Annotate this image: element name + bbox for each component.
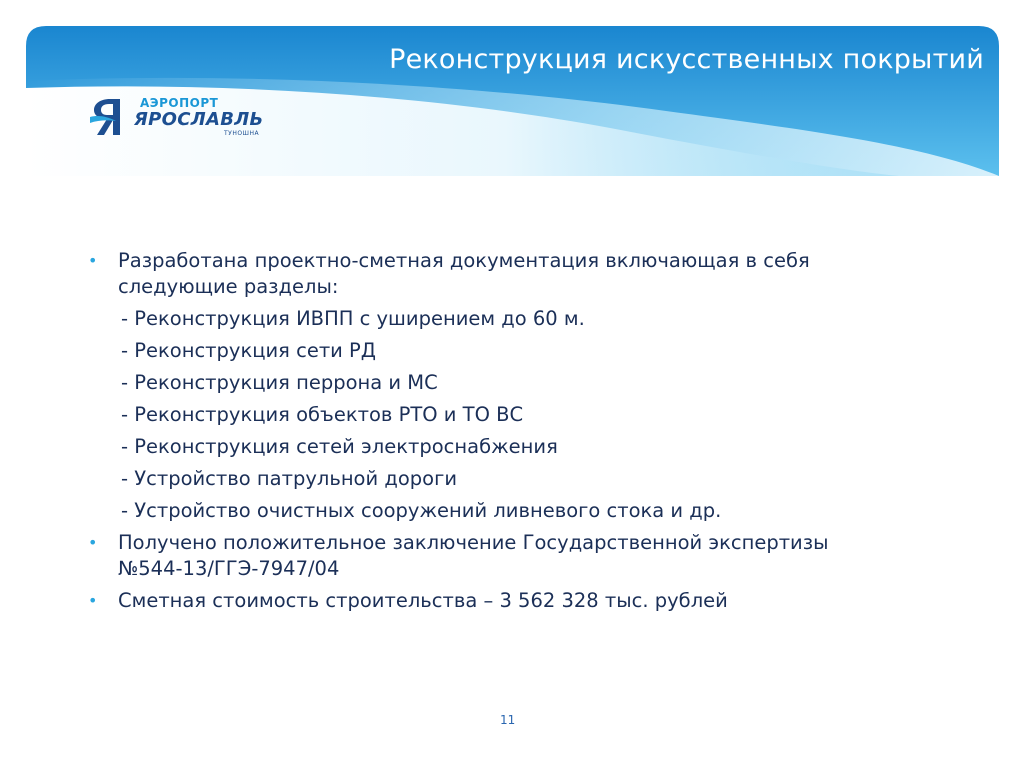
stylized-ya-letter-icon [88,95,132,139]
bullet-dot: • [88,591,98,610]
sub-item: - Реконструкция перрона и МС [121,371,438,394]
logo-text-airport: АЭРОПОРТ [140,96,219,110]
bullet-dot: • [88,251,98,270]
sub-item: - Реконструкция сетей электроснабжения [121,435,558,458]
slide-title: Реконструкция искусственных покрытий [389,44,984,75]
logo-text-tunoshna: ТУНОШНА [224,130,260,137]
airport-logo [88,93,278,143]
page-number: 11 [500,713,516,727]
bullet-dot: • [88,533,98,552]
sub-item: - Реконструкция сети РД [121,339,377,362]
sub-item: - Реконструкция ИВПП с уширением до 60 м. [121,307,585,330]
bullet-text: Получено положительное заключение Государственной экспертизы №544-13/ГГЭ-7947/04 [118,531,829,580]
bullet-text: Сметная стоимость строительства – 3 562 328 тыс. рублей [118,589,728,612]
bullet-text: Разработана проектно-сметная документация включающая в себя следующие разделы: [118,249,810,298]
bullet-list [88,248,848,620]
sub-item: - Устройство очистных сооружений ливневого стока и др. [121,499,722,522]
bullet-item [88,530,848,582]
sub-item: - Реконструкция объектов РТО и ТО ВС [121,403,524,426]
bullet-item [88,588,848,614]
bullet-item [88,248,848,300]
sub-item: - Устройство патрульной дороги [121,467,458,490]
logo-text-city: ЯРОСЛАВЛЬ [134,109,264,130]
